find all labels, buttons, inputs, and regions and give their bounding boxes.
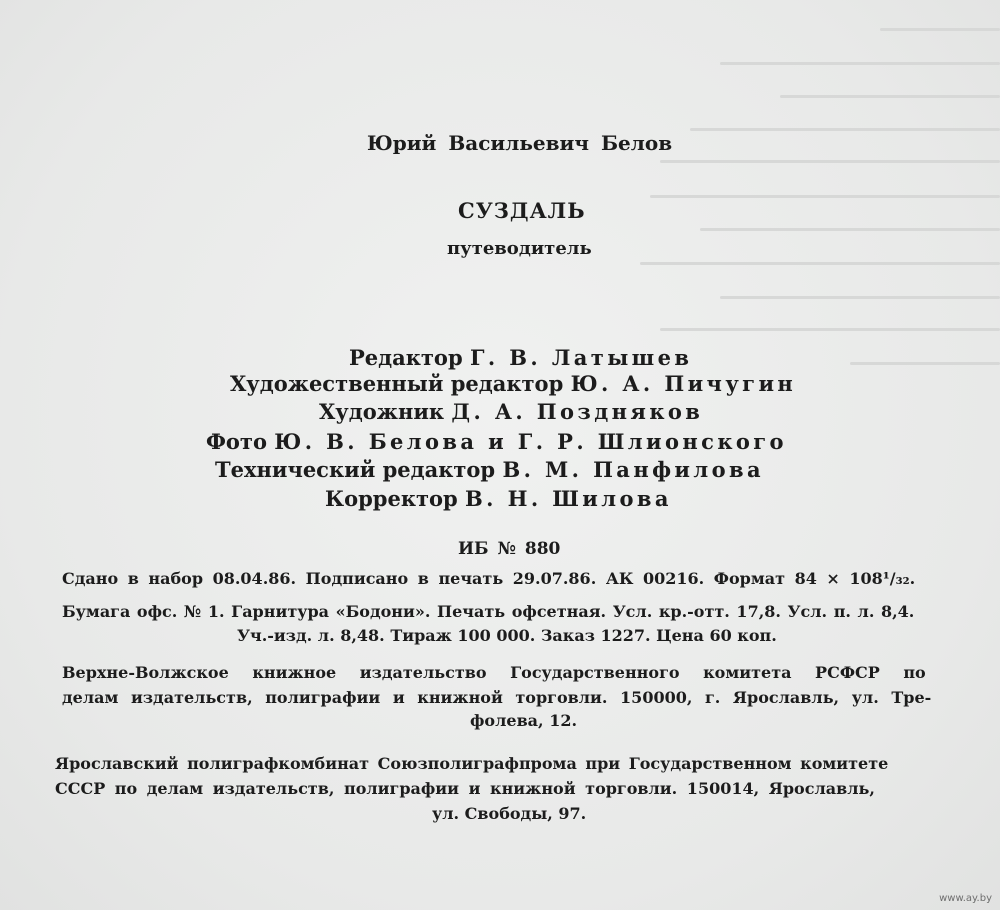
publisher-line: делам издательств, полиграфии и книжной торговли. 150000, г. Ярославль, ул. Тре-: [62, 688, 932, 707]
credit-person: Д. А. Поздняков: [451, 399, 704, 424]
credit-role: Художественный редактор: [230, 371, 564, 396]
imprint-line: Бумага офс. № 1. Гарнитура «Бодони». Печать офсетная. Усл. кр.-отт. 17,8. Усл. п. л. 8,4.: [62, 602, 915, 621]
credit-art-editor: [230, 373, 796, 394]
credit-editor: [349, 347, 692, 368]
credit-person: Ю. А. Пичугин: [570, 371, 797, 396]
credit-person: В. Н. Шилова: [465, 486, 672, 511]
credit-role: Корректор: [325, 486, 458, 511]
credit-role: Фото: [206, 429, 267, 454]
credit-person: Г. В. Латышев: [469, 345, 693, 370]
printer-line: ул. Свободы, 97.: [432, 804, 587, 823]
printer-line: СССР по делам издательств, полиграфии и книжной торговли. 150014, Ярославль,: [55, 779, 875, 798]
credit-role: Технический редактор: [215, 457, 496, 482]
site-watermark: www.ay.by: [939, 893, 992, 904]
credit-person: Ю. В. Белова и Г. Р. Шлионского: [274, 429, 787, 454]
credit-photo: [206, 431, 787, 452]
credit-artist: [319, 401, 703, 422]
publisher-line: Верхне-Волжское книжное издательство Государственного комитета РСФСР по: [62, 663, 926, 682]
author-name: Юрий Васильевич Белов: [367, 131, 673, 155]
credit-tech-editor: [215, 459, 764, 480]
credit-role: Редактор: [349, 345, 463, 370]
imprint-line: Сдано в набор 08.04.86. Подписано в печать 29.07.86. АК 00216. Формат 84 × 108¹/₃₂.: [62, 569, 916, 588]
book-title: СУЗДАЛЬ: [458, 198, 586, 223]
imprint-line: Уч.-изд. л. 8,48. Тираж 100 000. Заказ 1227. Цена 60 коп.: [237, 626, 777, 645]
printer-line: Ярославский полиграфкомбинат Союзполиграфпрома при Государственном комитете: [55, 754, 889, 773]
ib-number: ИБ № 880: [458, 539, 561, 559]
publisher-line: фолева, 12.: [470, 711, 578, 730]
credit-proofreader: [325, 488, 672, 509]
credit-role: Художник: [319, 399, 445, 424]
book-subtitle: путеводитель: [447, 238, 592, 259]
credit-person: В. М. Панфилова: [502, 457, 765, 482]
